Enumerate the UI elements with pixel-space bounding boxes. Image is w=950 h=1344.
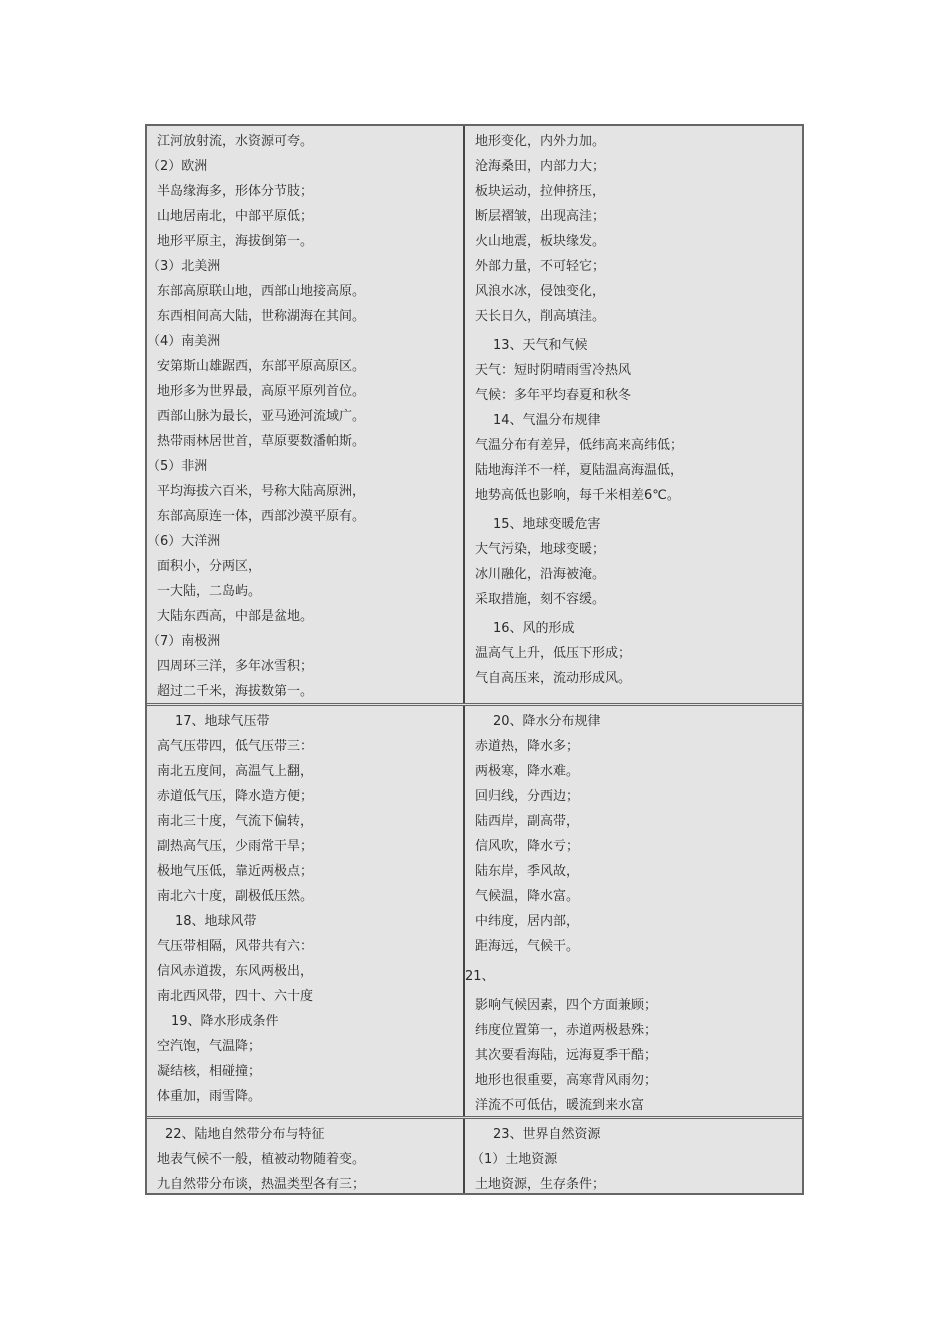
- text-line: 地势高低也影响，每千米相差6℃。: [475, 488, 680, 503]
- text-line: 赤道低气压，降水造方便；: [157, 789, 314, 804]
- text-line: 空汽饱，气温降；: [157, 1039, 262, 1054]
- text-line: 板块运动，拉伸挤压，: [475, 184, 606, 199]
- text-line: 平均海拔六百米，号称大陆高原洲，: [157, 484, 366, 499]
- text-line: 冰川融化，沿海被淹。: [475, 567, 606, 582]
- text-line: 采取措施，刻不容缓。: [475, 592, 606, 607]
- text-line: 副热高气压，少雨常干旱；: [157, 839, 314, 854]
- section-heading: （2）欧洲: [147, 159, 208, 174]
- text-line: 南北六十度，副极低压然。: [157, 889, 314, 904]
- text-line: 江河放射流，水资源可夸。: [157, 134, 314, 149]
- section-heading-13: 13、天气和气候: [493, 338, 588, 353]
- text-line: 大陆东西高，中部是盆地。: [157, 609, 314, 624]
- cell-precip-distribution-climate: [465, 706, 802, 1116]
- cell-landform-weather-climate: [465, 126, 802, 703]
- text-line: 赤道热，降水多；: [475, 739, 580, 754]
- table-row-1: [147, 126, 802, 703]
- text-line: 地形多为世界最，高原平原列首位。: [157, 384, 366, 399]
- text-line: 沧海桑田，内部力大；: [475, 159, 606, 174]
- text-line: 东西相间高大陆，世称湖海在其间。: [157, 309, 366, 324]
- text-line: 土地资源，生存条件；: [475, 1177, 606, 1192]
- section-heading-15: 15、地球变暖危害: [493, 517, 601, 532]
- section-heading-20: 20、降水分布规律: [493, 714, 601, 729]
- text-line: 大气污染，地球变暖；: [475, 542, 606, 557]
- text-line: 影响气候因素，四个方面兼顾；: [475, 998, 658, 1013]
- cell-pressure-wind-precip: [147, 706, 465, 1116]
- text-line: 地表气候不一般，植被动物随着变。: [157, 1152, 366, 1167]
- text-line: 断层褶皱，出现高洼；: [475, 209, 606, 224]
- section-heading: （4）南美洲: [147, 334, 221, 349]
- poem-table: [145, 124, 804, 1195]
- text-line: 气自高压来，流动形成风。: [475, 671, 632, 686]
- text-line: 纬度位置第一，赤道两极悬殊；: [475, 1023, 658, 1038]
- text-line: 面积小，分两区，: [157, 559, 262, 574]
- section-heading-21: 21、: [465, 969, 495, 984]
- section-heading: （1）土地资源: [471, 1152, 558, 1167]
- text-line: 山地居南北，中部平原低；: [157, 209, 314, 224]
- text-line: 洋流不可低估，暖流到来水富: [475, 1098, 645, 1113]
- text-line: 陆西岸，副高带，: [475, 814, 580, 829]
- cell-continents-landforms: [147, 126, 465, 703]
- section-heading-18: 18、地球风带: [175, 914, 257, 929]
- section-heading-16: 16、风的形成: [493, 621, 575, 636]
- text-line: 信风吹，降水亏；: [475, 839, 580, 854]
- section-heading: （5）非洲: [147, 459, 208, 474]
- table-row-3: [147, 1116, 802, 1193]
- text-line: 信风赤道拨，东风两极出，: [157, 964, 314, 979]
- text-line: 九自然带分布谈，热温类型各有三；: [157, 1177, 366, 1192]
- text-line: 南北三十度，气流下偏转，: [157, 814, 314, 829]
- text-line: 凝结核，相碰撞；: [157, 1064, 262, 1079]
- cell-natural-resources: [465, 1119, 802, 1193]
- section-heading-22: 22、陆地自然带分布与特征: [165, 1127, 325, 1142]
- text-line: 其次要看海陆，远海夏季干酷；: [475, 1048, 658, 1063]
- text-line: 地形变化，内外力加。: [475, 134, 606, 149]
- text-line: 西部山脉为最长，亚马逊河流域广。: [157, 409, 366, 424]
- text-line: 四周环三洋，多年冰雪积；: [157, 659, 314, 674]
- text-line: 体重加，雨雪降。: [157, 1089, 262, 1104]
- text-line: 风浪水冰，侵蚀变化，: [475, 284, 606, 299]
- text-line: 两极寒，降水难。: [475, 764, 580, 779]
- text-line: 高气压带四，低气压带三：: [157, 739, 314, 754]
- text-line: 地形平原主，海拔倒第一。: [157, 234, 314, 249]
- text-line: 火山地震，板块缘发。: [475, 234, 606, 249]
- text-line: 气压带相隔，风带共有六：: [157, 939, 314, 954]
- section-heading: （6）大洋洲: [147, 534, 221, 549]
- text-line: 温高气上升，低压下形成；: [475, 646, 632, 661]
- text-line: 天长日久，削高填洼。: [475, 309, 606, 324]
- text-line: 气候温，降水富。: [475, 889, 580, 904]
- text-line: 安第斯山雄踞西，东部平原高原区。: [157, 359, 366, 374]
- text-line: 陆地海洋不一样，夏陆温高海温低，: [475, 463, 684, 478]
- section-heading: （7）南极洲: [147, 634, 221, 649]
- text-line: 中纬度，居内部，: [475, 914, 580, 929]
- text-line: 一大陆，二岛屿。: [157, 584, 262, 599]
- text-line: 南北五度间，高温气上翻，: [157, 764, 314, 779]
- table-row-2: [147, 703, 802, 1116]
- section-heading-19: 19、降水形成条件: [171, 1014, 279, 1029]
- text-line: 东部高原联山地，西部山地接高原。: [157, 284, 366, 299]
- text-line: 陆东岸，季风故，: [475, 864, 580, 879]
- text-line: 气温分布有差异，低纬高来高纬低；: [475, 438, 684, 453]
- text-line: 东部高原连一体，西部沙漠平原有。: [157, 509, 366, 524]
- text-line: 回归线，分西边；: [475, 789, 580, 804]
- text-line: 热带雨林居世首，草原要数潘帕斯。: [157, 434, 366, 449]
- text-line: 半岛缘海多，形体分节肢；: [157, 184, 314, 199]
- text-line: 南北西风带，四十、六十度: [157, 989, 314, 1004]
- section-heading-14: 14、气温分布规律: [493, 413, 601, 428]
- text-line: 地形也很重要，高寒背风雨勿；: [475, 1073, 658, 1088]
- text-line: 天气：短时阴晴雨雪冷热风: [475, 363, 632, 378]
- section-heading-17: 17、地球气压带: [175, 714, 270, 729]
- section-heading-23: 23、世界自然资源: [493, 1127, 601, 1142]
- section-heading: （3）北美洲: [147, 259, 221, 274]
- text-line: 极地气压低，靠近两极点；: [157, 864, 314, 879]
- text-line: 外部力量，不可轻它；: [475, 259, 606, 274]
- text-line: 距海远，气候干。: [475, 939, 580, 954]
- cell-natural-zones: [147, 1119, 465, 1193]
- text-line: 超过二千米，海拔数第一。: [157, 684, 314, 699]
- text-line: 气候：多年平均春夏和秋冬: [475, 388, 632, 403]
